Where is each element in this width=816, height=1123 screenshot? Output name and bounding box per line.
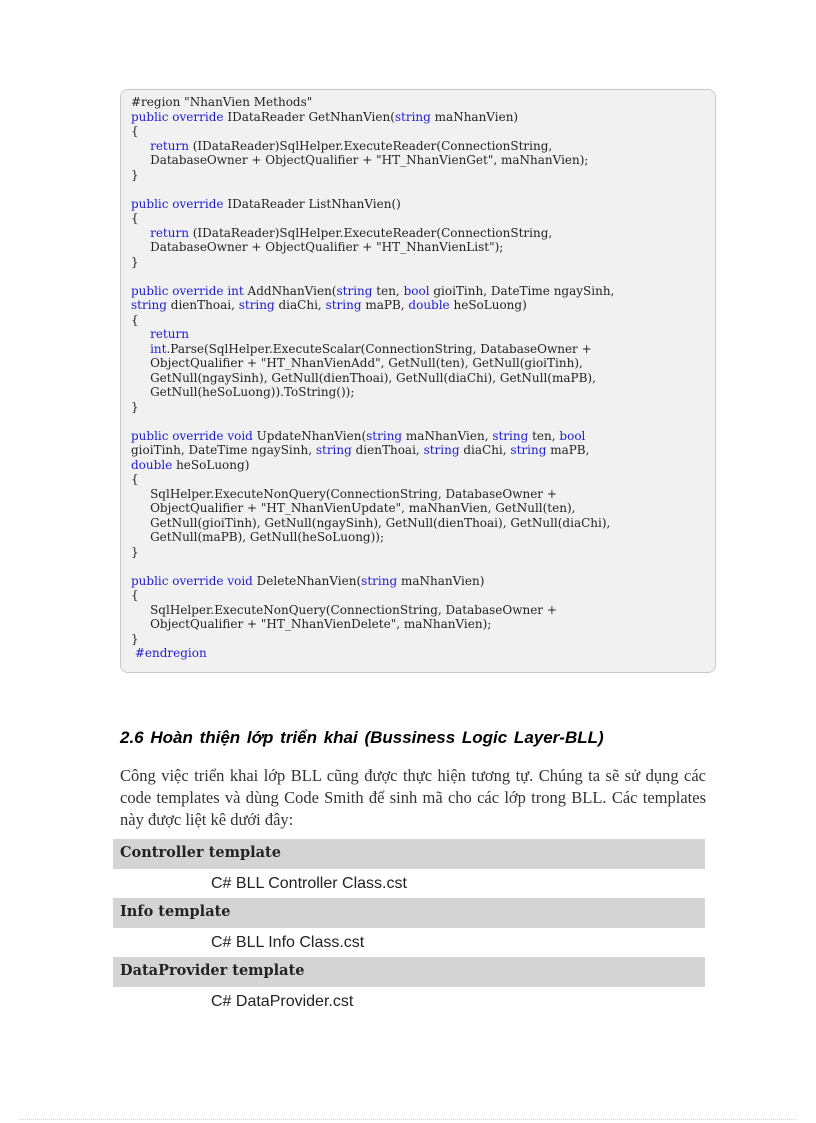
code-text: DatabaseOwner + ObjectQualifier + "HT_NhanVienGet", maNhanVien);: [131, 153, 589, 167]
code-keyword: bool: [559, 428, 586, 443]
code-text: ObjectQualifier + "HT_NhanVienUpdate", maNhanVien, GetNull(ten),: [131, 501, 576, 515]
code-line: [131, 153, 588, 167]
code-text: ObjectQualifier + "HT_NhanVienDelete", maNhanVien);: [131, 617, 492, 631]
code-text: }: [131, 544, 139, 559]
code-keyword: public override: [131, 196, 224, 211]
code-line: [131, 617, 491, 631]
code-text: {: [131, 588, 139, 602]
code-text: {: [131, 472, 139, 486]
code-listing: [131, 95, 715, 661]
code-text: ObjectQualifier + "HT_NhanVienAdd", GetNull(ten), GetNull(gioiTinh),: [131, 356, 583, 370]
code-text: maNhanVien): [430, 109, 519, 124]
code-text: (IDataReader)SqlHelper.ExecuteReader(ConnectionString,: [188, 225, 553, 240]
code-line: [131, 429, 585, 443]
code-text: {: [131, 124, 139, 138]
code-text: {: [131, 312, 139, 327]
template-header-controller: Controller template: [113, 839, 705, 869]
code-keyword: public override void: [131, 573, 253, 588]
code-text: AddNhanVien(: [243, 283, 337, 298]
code-line: [131, 487, 557, 501]
code-line: [131, 588, 139, 602]
code-line: [131, 197, 401, 211]
code-text: maNhanVien,: [402, 428, 493, 443]
code-line: [131, 168, 139, 182]
code-text: SqlHelper.ExecuteNonQuery(ConnectionString, DatabaseOwner +: [131, 486, 557, 501]
code-text: [131, 327, 150, 341]
code-line: [131, 516, 610, 530]
code-keyword: string: [238, 298, 275, 312]
template-file-info: C# BLL Info Class.cst: [211, 934, 365, 951]
template-file-controller: C# BLL Controller Class.cst: [211, 875, 407, 892]
code-line: [131, 255, 139, 269]
code-text: maPB,: [361, 298, 409, 312]
code-text: maPB,: [546, 443, 590, 457]
code-keyword: bool: [403, 283, 430, 298]
code-line: [131, 603, 557, 617]
code-line: [131, 530, 384, 544]
code-keyword: return: [150, 327, 189, 341]
code-keyword: string: [131, 298, 167, 312]
code-keyword: string: [394, 109, 431, 124]
code-text: gioiTinh, DateTime ngaySinh,: [429, 283, 615, 298]
code-line: [131, 226, 552, 240]
code-text: DeleteNhanVien(: [252, 573, 362, 588]
code-text: ten,: [372, 283, 404, 298]
code-keyword: string: [336, 283, 373, 298]
code-line: [131, 632, 139, 646]
code-keyword: string: [315, 443, 352, 457]
code-keyword: string: [361, 573, 398, 588]
code-keyword: double: [408, 298, 450, 312]
code-line: [131, 356, 583, 370]
code-text: IDataReader GetNhanVien(: [223, 109, 395, 124]
code-keyword: int: [150, 341, 167, 356]
code-keyword: string: [510, 443, 547, 457]
code-line: [131, 646, 207, 660]
code-keyword: public override void: [131, 428, 253, 443]
code-keyword: return: [150, 138, 189, 153]
code-text: }: [131, 631, 139, 646]
template-header-info: Info template: [113, 898, 705, 928]
code-text: {: [131, 211, 139, 225]
code-text: [131, 226, 150, 240]
code-text: [131, 139, 150, 153]
code-text: heSoLuong): [172, 457, 250, 472]
code-line: [131, 385, 354, 399]
code-text: GetNull(heSoLuong)).ToString());: [131, 385, 355, 399]
code-keyword: return: [150, 225, 189, 240]
code-text: GetNull(ngaySinh), GetNull(dienThoai), GetNull(diaChi), GetNull(maPB),: [131, 370, 596, 385]
code-keyword: double: [131, 457, 173, 472]
code-keyword: public override: [131, 109, 224, 124]
code-text: ten,: [528, 428, 560, 443]
code-text: GetNull(maPB), GetNull(heSoLuong));: [131, 530, 385, 544]
code-keyword: string: [423, 443, 460, 457]
code-line: [131, 95, 312, 109]
code-line: [131, 371, 596, 385]
code-text: UpdateNhanVien(: [252, 428, 367, 443]
code-block: [120, 89, 716, 673]
code-keyword: string: [492, 428, 529, 443]
code-text: dienThoai,: [166, 298, 239, 312]
section-heading: 2.6 Hoàn thiện lớp triển khai (Bussiness Logic Layer-BLL): [120, 728, 604, 747]
code-text: gioiTinh, DateTime ngaySinh,: [131, 443, 316, 457]
template-header-dataprovider: DataProvider template: [113, 957, 705, 987]
code-text: diaChi,: [459, 443, 511, 457]
code-text: heSoLuong): [449, 298, 527, 312]
code-text: #region "NhanVien Methods": [131, 95, 313, 109]
code-line: [131, 298, 527, 312]
code-line: [131, 110, 518, 124]
code-text: SqlHelper.ExecuteNonQuery(ConnectionString, DatabaseOwner +: [131, 602, 557, 617]
code-text: .Parse(SqlHelper.ExecuteScalar(ConnectionString, DatabaseOwner +: [166, 341, 592, 356]
code-line: [131, 124, 139, 138]
template-table: [113, 839, 705, 1016]
code-line: [131, 342, 592, 356]
code-line: [131, 574, 484, 588]
code-line: [131, 211, 139, 225]
code-text: DatabaseOwner + ObjectQualifier + "HT_NhanVienList");: [131, 240, 504, 254]
code-line: [131, 327, 189, 341]
code-line: [131, 240, 503, 254]
code-line: [131, 501, 575, 515]
code-keyword: string: [325, 298, 362, 312]
code-text: }: [131, 167, 139, 182]
section-paragraph: Công việc triển khai lớp BLL cũng được thực hiện tương tự. Chúng ta sẽ sử dụng các code templates và dùng Code Smith để sinh mã cho các lớp trong BLL. Các templates này được liệt kê dưới đây:: [120, 766, 706, 829]
code-keyword: public override int: [131, 283, 244, 298]
code-line: [131, 443, 589, 457]
code-line: [131, 139, 552, 153]
code-text: }: [131, 254, 139, 269]
code-keyword: string: [366, 428, 403, 443]
code-text: (IDataReader)SqlHelper.ExecuteReader(ConnectionString,: [188, 138, 553, 153]
code-keyword: #endregion: [134, 646, 207, 660]
code-line: [131, 545, 139, 559]
page-bottom-border: [20, 1119, 796, 1120]
code-text: [131, 342, 150, 356]
code-line: [131, 313, 139, 327]
code-text: IDataReader ListNhanVien(): [223, 196, 401, 211]
code-line: [131, 458, 249, 472]
code-line: [131, 400, 139, 414]
code-line: [131, 284, 614, 298]
code-line: [131, 472, 139, 486]
code-text: }: [131, 399, 139, 414]
code-text: maNhanVien): [397, 573, 485, 588]
code-text: diaChi,: [274, 298, 326, 312]
code-text: GetNull(gioiTinh), GetNull(ngaySinh), GetNull(dienThoai), GetNull(diaChi),: [131, 515, 611, 530]
code-text: dienThoai,: [351, 443, 424, 457]
template-file-dataprovider: C# DataProvider.cst: [211, 993, 354, 1010]
